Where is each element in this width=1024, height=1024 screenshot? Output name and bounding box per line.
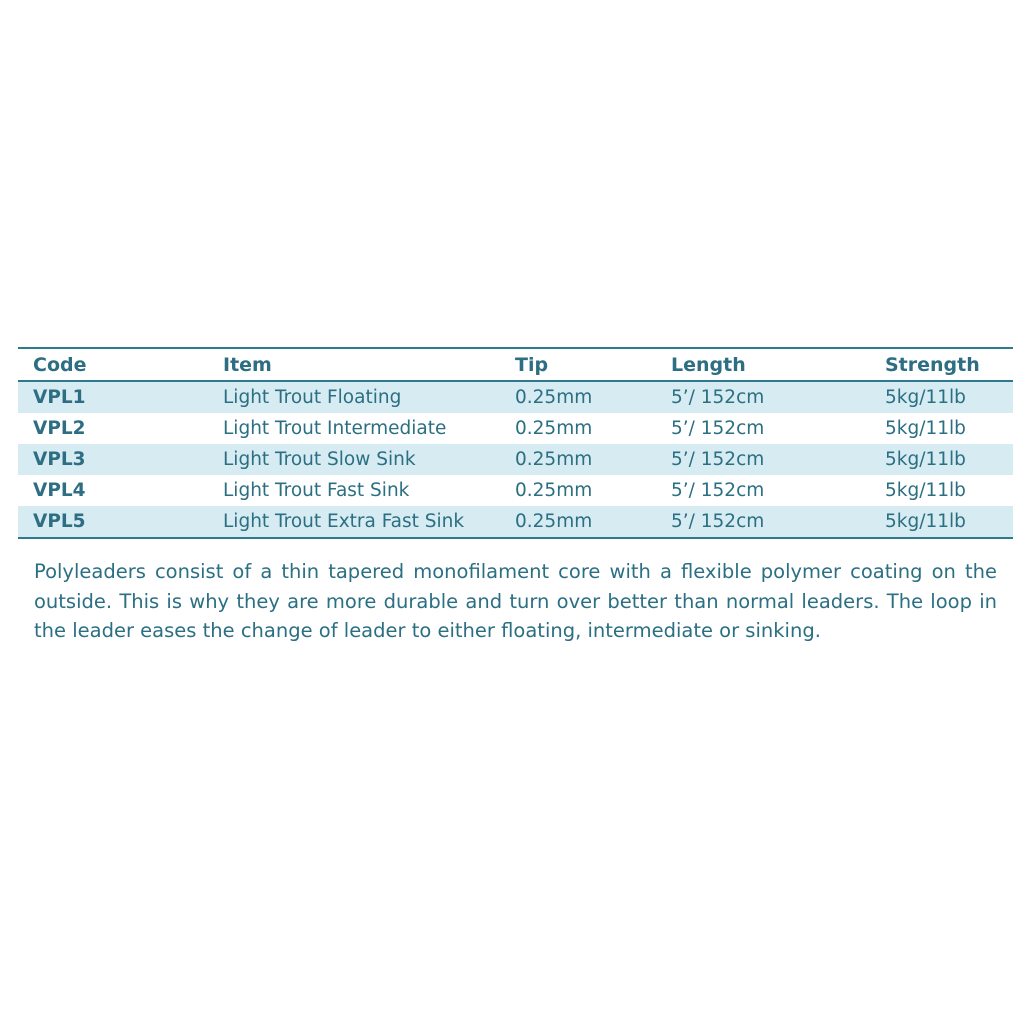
cell-length: 5’/ 152cm	[671, 480, 765, 501]
cell-length: 5’/ 152cm	[671, 418, 765, 439]
cell-item: Light Trout Slow Sink	[223, 444, 515, 475]
table-row	[18, 506, 1013, 538]
cell-strength: 5kg/11lb	[885, 418, 966, 439]
cell-strength: 5kg/11lb	[885, 480, 966, 501]
table-row	[18, 444, 1013, 475]
header-strength: Strength	[885, 348, 1013, 381]
cell-item: Light Trout Fast Sink	[223, 480, 410, 501]
cell-item: Light Trout Intermediate	[223, 418, 447, 439]
cell-code: VPL4	[33, 480, 86, 501]
header-length: Length	[671, 348, 885, 381]
cell-tip: 0.25mm	[515, 506, 671, 538]
cell-length: 5’/ 152cm	[671, 506, 885, 538]
cell-length: 5’/ 152cm	[671, 381, 885, 413]
cell-code: VPL5	[18, 506, 223, 538]
table-row	[18, 413, 1013, 444]
header-item: Item	[223, 348, 515, 381]
cell-tip: 0.25mm	[515, 418, 593, 439]
cell-item: Light Trout Floating	[223, 381, 515, 413]
cell-tip: 0.25mm	[515, 444, 671, 475]
table-header-row	[18, 348, 1013, 381]
cell-strength: 5kg/11lb	[885, 506, 1013, 538]
cell-length: 5’/ 152cm	[671, 444, 885, 475]
table-row	[18, 381, 1013, 413]
header-tip: Tip	[515, 348, 671, 381]
product-spec-table	[18, 347, 1013, 539]
cell-strength: 5kg/11lb	[885, 381, 1013, 413]
cell-tip: 0.25mm	[515, 480, 593, 501]
product-description: Polyleaders consist of a thin tapered monofilament core with a flexible polymer coating on the outside. This is why they are more durable and turn over better than normal leaders. The loop in the leader eases the change of leader to either floating, intermediate or sinking.	[34, 560, 997, 642]
cell-code: VPL3	[18, 444, 223, 475]
cell-code: VPL1	[18, 381, 223, 413]
cell-tip: 0.25mm	[515, 381, 671, 413]
table-row	[18, 475, 1013, 506]
cell-item: Light Trout Extra Fast Sink	[223, 506, 515, 538]
header-code: Code	[18, 348, 223, 381]
cell-code: VPL2	[33, 418, 86, 439]
cell-strength: 5kg/11lb	[885, 444, 1013, 475]
